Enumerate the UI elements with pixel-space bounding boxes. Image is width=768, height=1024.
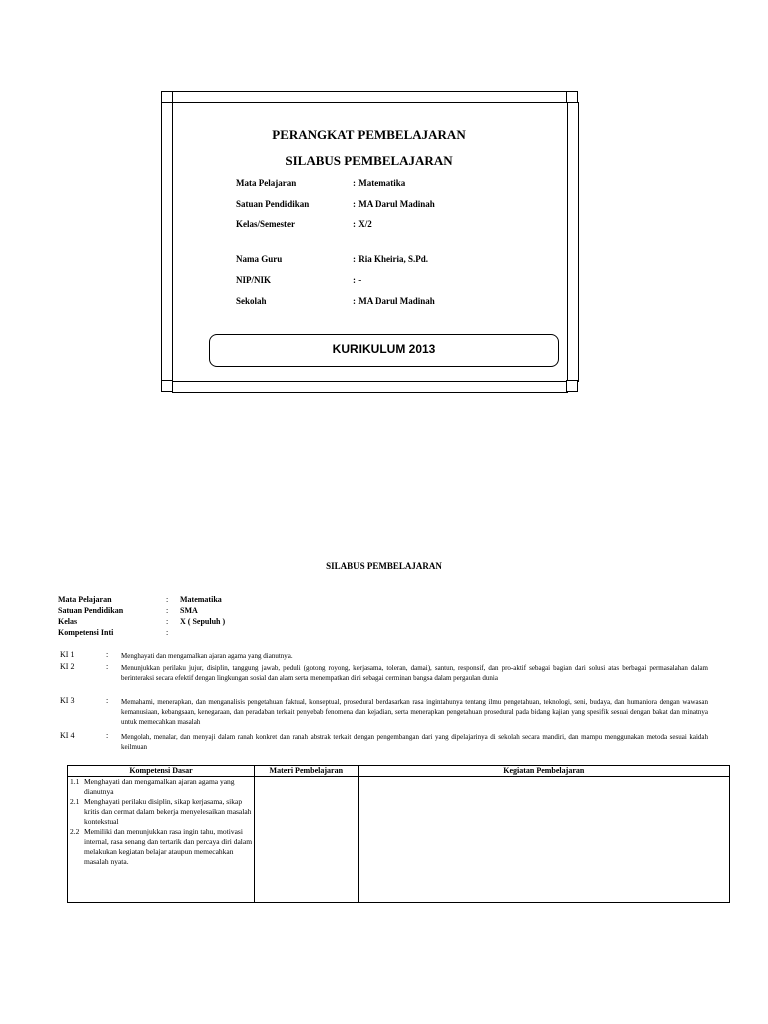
info-colon: : [166, 595, 169, 604]
frame-corner [566, 91, 578, 103]
silabus-title: SILABUS PEMBELAJARAN [326, 561, 442, 571]
ki-label: KI 4 [60, 731, 75, 740]
cover-field-value: : MA Darul Madinah [353, 296, 435, 306]
frame-corner [161, 91, 173, 103]
kd-number: 2.1 [70, 797, 80, 806]
kd-text: Memiliki dan menunjukkan rasa ingin tahu, motivasi internal, rasa senang dan tertarik dan percaya diri dalam melakukan kegiatan belajar ataupun memecahkan masalah nyata. [84, 827, 253, 866]
ki-label: KI 1 [60, 650, 75, 659]
kurikulum-box: KURIKULUM 2013 [209, 334, 559, 367]
cover-field-value: : Ria Kheiria, S.Pd. [353, 254, 429, 264]
cover-field-value: : Matematika [353, 178, 406, 188]
ki-label: KI 3 [60, 696, 75, 705]
cover-field-label: Satuan Pendidikan [236, 199, 310, 209]
cover-title: PERANGKAT PEMBELAJARAN [272, 127, 466, 142]
info-value: Matematika [180, 595, 222, 604]
kd-number: 2.2 [70, 827, 80, 836]
frame-corner [161, 380, 173, 392]
info-label: Kompetensi Inti [58, 628, 114, 637]
info-value: SMA [180, 606, 198, 615]
ki-colon: : [106, 662, 109, 671]
frame-corner [566, 380, 578, 392]
info-colon: : [166, 617, 169, 626]
cover-field-label: Nama Guru [236, 254, 283, 264]
ki-colon: : [106, 696, 109, 705]
table-header: Materi Pembelajaran [255, 766, 359, 777]
ki-colon: : [106, 650, 109, 659]
info-label: Kelas [58, 617, 78, 626]
table-header-row [68, 766, 730, 777]
table-row [68, 777, 730, 903]
info-colon: : [166, 606, 169, 615]
cover-field-value: : MA Darul Madinah [353, 199, 435, 209]
kd-text: Menghayati dan mengamalkan ajaran agama yang dianutnya [84, 777, 235, 796]
ki-colon: : [106, 731, 109, 740]
info-label: Satuan Pendidikan [58, 606, 124, 615]
cover-field-value: : - [353, 275, 362, 285]
info-label: Mata Pelajaran [58, 595, 112, 604]
materi-cell [255, 777, 359, 903]
kd-text: Menghayati perilaku disiplin, sikap kerjasama, sikap kritis dan cermat dalam bekerja menyelesaikan masalah kontekstual [84, 797, 252, 826]
info-colon: : [166, 628, 169, 637]
kd-item [68, 777, 254, 797]
ki-text: Menghayati dan mengamalkan ajaran agama yang dianutnya. [121, 652, 293, 660]
ki-text: Mengolah, menalar, dan menyaji dalam ranah konkret dan ranah abstrak terkait dengan pengembangan dari yang dipelajarinya di sekolah secara mandiri, dan mampu menggunakan metoda sesuai kaidah keilmuan [121, 733, 708, 751]
ki-text: Memahami, menerapkan, dan menganalisis pengetahuan faktual, konseptual, prosedural berdasarkan rasa ingintahunya tentang ilmu pengetahuan, teknologi, seni, budaya, dan humaniora dengan wawasan kemanusiaan, kebangsaan, kenegaraan, dan peradaban terkait penyebab fenomena dan kejadian, serta menerapkan pengetahuan prosedural pada bidang kajian yang spesifik sesuai dengan bakat dan minatnya untuk memecahkan masalah [121, 698, 708, 726]
info-value: X ( Sepuluh ) [180, 617, 226, 626]
cover-field-label: Mata Pelajaran [236, 178, 297, 188]
ki-label: KI 2 [60, 662, 75, 671]
cover-field-label: Kelas/Semester [236, 219, 295, 229]
kompetensi-table [67, 765, 730, 903]
table-header: Kompetensi Dasar [68, 766, 255, 777]
kd-cell [68, 777, 255, 903]
cover-subtitle: SILABUS PEMBELAJARAN [285, 153, 453, 168]
table-header: Kegiatan Pembelajaran [358, 766, 729, 777]
cover-field-value: : X/2 [353, 219, 372, 229]
kd-item [68, 827, 254, 867]
kegiatan-cell [358, 777, 729, 903]
cover-field-label: NIP/NIK [236, 275, 272, 285]
cover-field-label: Sekolah [236, 296, 267, 306]
ki-text: Menunjukkan perilaku jujur, disiplin, tanggung jawab, peduli (gotong royong, kerjasama, toleran, damai), santun, responsif, dan pro-aktif sebagai bagian dari solusi atas berbagai permasalahan dalam berinteraksi secara efektif dengan lingkungan sosial dan alam serta menempatkan diri sebagai cerminan bangsa dalam pergaulan dunia [121, 664, 708, 682]
kd-number: 1.1 [70, 777, 80, 786]
kd-item [68, 797, 254, 827]
